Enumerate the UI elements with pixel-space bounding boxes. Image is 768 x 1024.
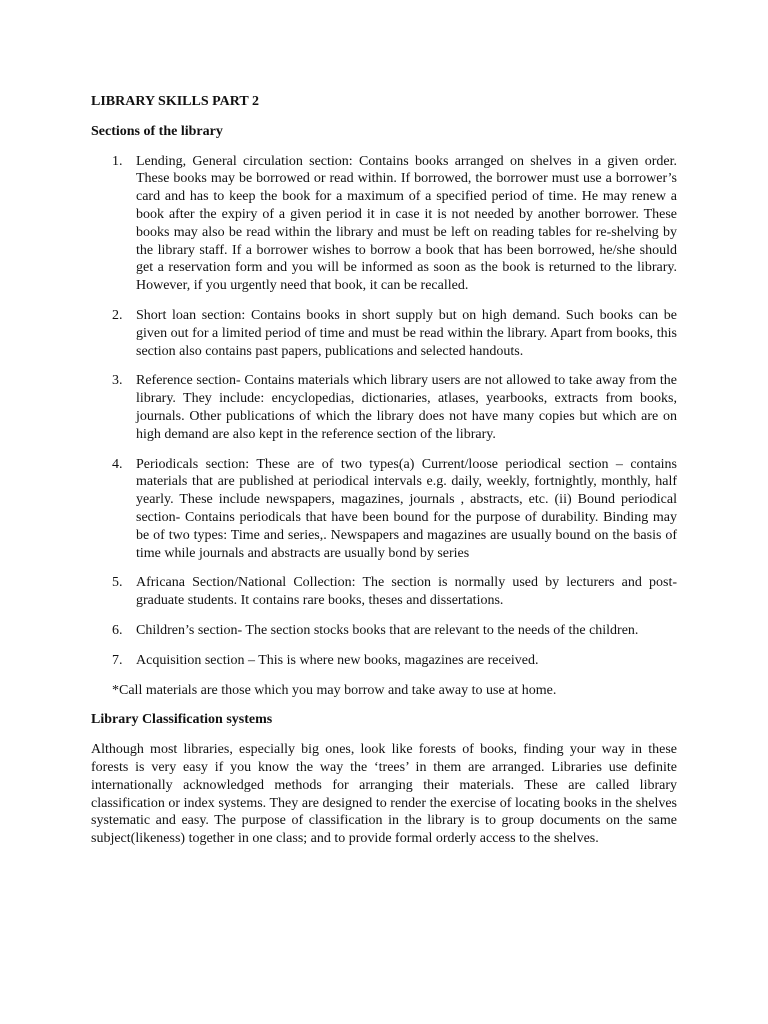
list-item-number: 1. [112,153,123,169]
list-item-number: 4. [112,456,123,472]
list-item-text: Children’s section- The section stocks books that are relevant to the needs of the children. [136,622,639,638]
list-item-number: 3. [112,373,123,389]
list-item-text: Africana Section/National Collection: The section is normally used by lecturers and post-graduate students. It contains rare books, theses and dissertations. [136,575,677,609]
document-title: LIBRARY SKILLS PART 2 [91,94,259,109]
list-item-text: Lending, General circulation section: Contains books arranged on shelves in a given order. These books may be borrowed or read within. If borrowed, the borrower must use a borrower’s card and has to keep the book for a maximum of a specified period of time. He may renew a book after the expiry of a given period it in case it is not needed by another borrower. These books may also be read within the library and must be left on reading tables for re-shelving by the library staff. If a borrower wishes to borrow a book that has been borrowed, he/she should get a reservation form and you will be informed as soon as the book is returned to the library. However, if you urgently need that book, it can be recalled. [136,153,677,294]
list-item-number: 5. [112,575,123,591]
list-item-number: 7. [112,652,123,668]
list-item [91,456,677,563]
list-item [91,574,677,610]
list-item [91,652,677,670]
classification-heading: Library Classification systems [91,712,273,728]
list-item-text: Periodicals section: These are of two types(a) Current/loose periodical section – contains materials that are published at periodical intervals e.g. daily, weekly, fortnightly, monthly, half yearly. These include newspapers, magazines, journals , abstracts, etc. (ii) Bound periodical section- Contains periodicals that have been bound for the purpose of durability. Binding may be of two types: Time and series,. Newspapers and magazines are usually bound on the basis of time while journals and abstracts are usually bond by series [136,456,677,561]
call-materials-note: *Call materials are those which you may borrow and take away to use at home. [112,682,557,698]
list-item [91,372,677,443]
list-item-text: Acquisition section – This is where new books, magazines are received. [136,652,539,668]
list-item-number: 6. [112,622,123,638]
list-item [91,622,677,640]
sections-list [91,153,677,670]
list-item [91,307,677,360]
classification-paragraph: Although most libraries, especially big ones, look like forests of books, finding your way in these forests is very easy if you know the way the ‘trees’ in them are arranged. Libraries use definite internationally acknowledged methods for arranging their materials. These are called library classification or index systems. They are designed to render the exercise of locating books in the shelves systematic and easy. The purpose of classification in the library is to group documents on the same subject(likeness) together in one class; and to provide formal orderly access to the shelves. [91,742,677,847]
list-item-number: 2. [112,307,123,323]
list-item-text: Reference section- Contains materials which library users are not allowed to take away from the library. They include: encyclopedias, dictionaries, atlases, yearbooks, extracts from books, journals. Other publications of which the library does not have many copies but which are on high demand are also kept in the reference section of the library. [136,373,677,442]
list-item-text: Short loan section: Contains books in short supply but on high demand. Such books can be given out for a limited period of time and must be read within the library. Apart from books, this section also contains past papers, publications and selected handouts. [136,307,677,359]
document-page [91,93,677,848]
list-item [91,153,677,295]
sections-heading: Sections of the library [91,123,223,139]
